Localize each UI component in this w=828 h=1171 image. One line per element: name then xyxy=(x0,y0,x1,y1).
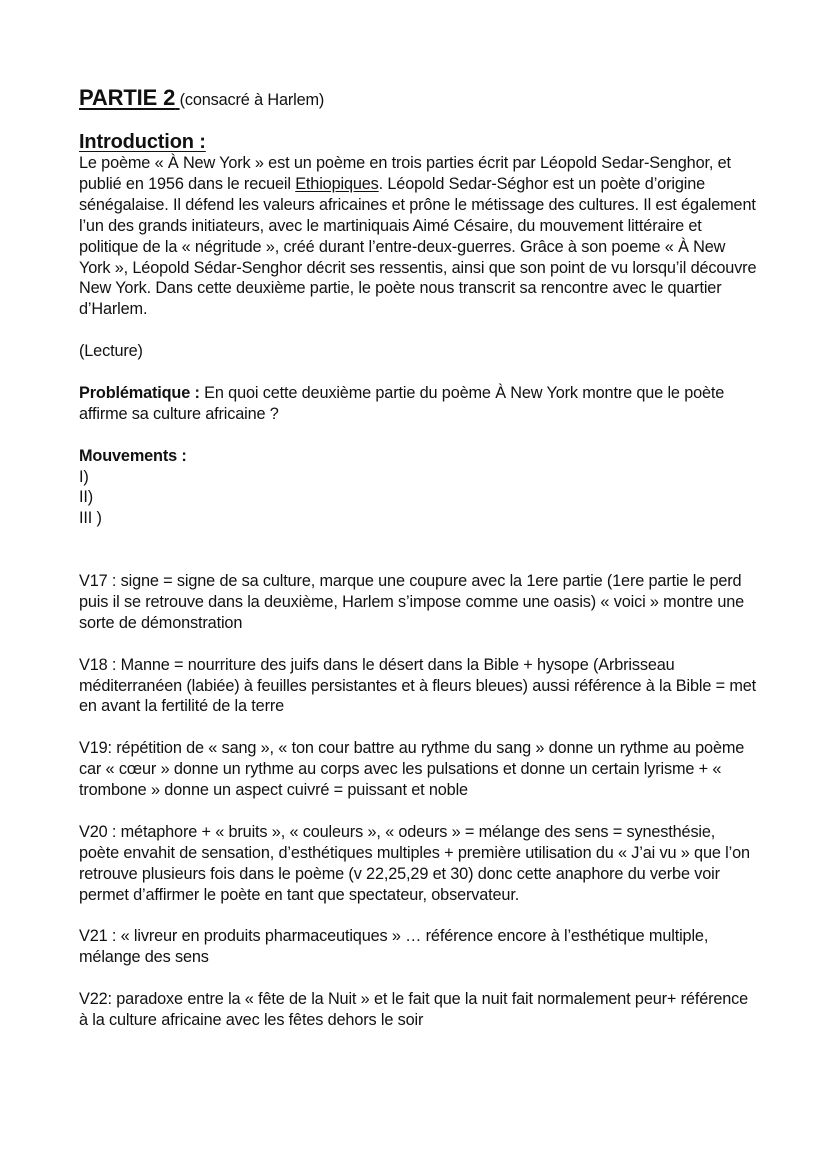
note-v22: V22: paradoxe entre la « fête de la Nuit » et le fait que la nuit fait normalement peur+ référence à la culture africaine avec les fêtes dehors le soir xyxy=(79,990,749,1030)
note-v20: V20 : métaphore + « bruits », « couleurs », « odeurs » = mélange des sens = synesthésie, poète envahit de sensation, d’esthétiques multiples + première utilisation du « J’ai vu » que l’on retrouve plusieurs fois dans le poème (v 22,25,29 et 30) donc cette anaphore du verbe voir permet d’affirmer le poète en tant que spectateur, observateur. xyxy=(79,822,750,904)
document-page xyxy=(79,84,759,1031)
introduction-heading: Introduction : xyxy=(79,131,206,153)
mouvements-label: Mouvements : xyxy=(79,446,187,465)
introduction-paragraph xyxy=(79,153,759,320)
mouvement-item-2: II) xyxy=(79,488,94,507)
introduction-text-start: Le poème « À New York » est un poème en trois parties écrit par Léopold Sedar-Senghor, et publié en 1956 dans le recueil xyxy=(79,154,731,193)
note-v18: V18 : Manne = nourriture des juifs dans le désert dans la Bible + hysope (Arbrisseau méditerranéen (labiée) à feuilles persistantes et à fleurs bleues) aussi référence à la Bible = met en avant la fertilité de la terre xyxy=(79,655,757,716)
introduction-text-end: . Léopold Sedar-Séghor est un poète d’origine sénégalaise. Il défend les valeurs africaines et prône le métissage des cultures. Il est également l’un des grands initiateurs, avec le martiniquais Aimé Césaire, du mouvement littéraire et politique de la « négritude », créé durant l’entre-deux-guerres. Grâce à son poeme « À New York », Léopold Sédar-Senghor décrit ses ressentis, ainsi que son point de vu lorsqu’il découvre New York. Dans cette deuxième partie, le poète nous transcrit sa rencontre avec le quartier d’Harlem. xyxy=(79,174,757,319)
page-title: PARTIE 2 xyxy=(79,85,176,110)
problematique-paragraph xyxy=(79,383,759,425)
note-v21: V21 : « livreur en produits pharmaceutiques » … référence encore à l’esthétique multiple, mélange des sens xyxy=(79,927,709,967)
problematique-text: En quoi cette deuxième partie du poème À New York montre que le poète affirme sa culture africaine ? xyxy=(79,383,725,423)
note-v17: V17 : signe = signe de sa culture, marque une coupure avec la 1ere partie (1ere partie le perd puis il se retrouve dans la deuxième, Harlem s’impose comme une oasis) « voici » montre une sorte de démonstration xyxy=(79,572,745,632)
lecture-note: (Lecture) xyxy=(79,342,143,361)
mouvements-list xyxy=(79,467,759,530)
book-title-ethiopiques: Ethiopiques xyxy=(295,174,379,193)
verse-notes xyxy=(79,571,759,1031)
document-title-line xyxy=(79,84,759,112)
problematique-label: Problématique : xyxy=(79,383,200,402)
note-v19: V19: répétition de « sang », « ton cour battre au rythme du sang » donne un rythme au poème car « cœur » donne un rythme au corps avec les pulsations et donne un certain lyrisme + « trombone » donne un aspect cuivré = puissant et noble xyxy=(79,739,745,800)
page-subtitle: (consacré à Harlem) xyxy=(179,91,325,109)
mouvement-item-1: I) xyxy=(79,467,89,486)
mouvement-item-3: III ) xyxy=(79,509,102,528)
